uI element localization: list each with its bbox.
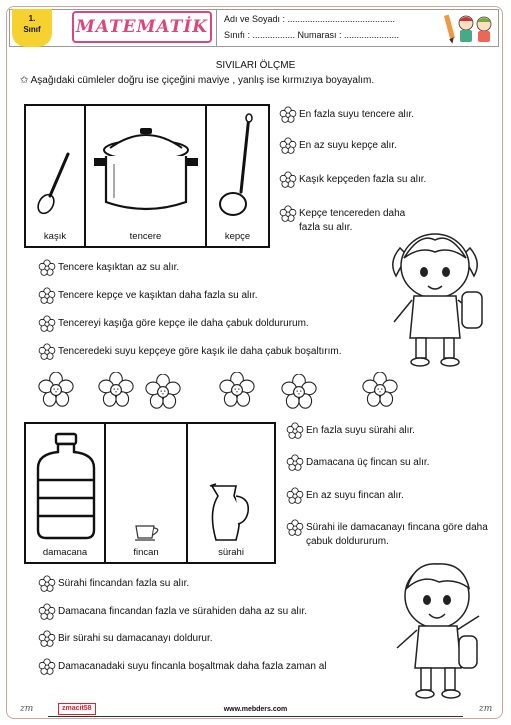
label-water-jug: damacana: [42, 547, 88, 558]
statement[interactable]: [38, 660, 398, 676]
worksheet-title: SIVILARI ÖLÇME: [215, 60, 296, 71]
instruction-text: Aşağıdaki cümleler doğru ise çiçeğini maviye , yanlış ise kırmızıya boyayalım.: [30, 75, 375, 86]
statement[interactable]: [38, 317, 378, 333]
statement[interactable]: [38, 345, 418, 361]
header-divider: [216, 9, 217, 47]
cell-spoon: [26, 106, 86, 246]
statement[interactable]: [286, 456, 496, 472]
containers-table: [24, 422, 276, 564]
subject-title: MATEMATİK: [72, 11, 212, 43]
spoon-icon: [34, 146, 78, 216]
flower-icon: [98, 372, 134, 408]
statement-text: En fazla suyu sürahi alır.: [306, 425, 415, 436]
flower-icon: [219, 372, 255, 408]
flower-icon[interactable]: [286, 454, 304, 472]
statement-text: Tenceredeki suyu kepçeye göre kaşık ile daha çabuk boşaltırım.: [58, 346, 342, 357]
statement-text: Kepçe tencereden daha fazla su alır.: [299, 208, 406, 233]
pot-icon: [90, 120, 202, 220]
flower-icon[interactable]: [279, 205, 297, 223]
flower-icon[interactable]: [38, 315, 56, 333]
kids-with-pencil-icon: [444, 11, 498, 45]
statement-text: Damacana üç fincan su alır.: [306, 457, 430, 468]
statement[interactable]: [286, 489, 496, 505]
cell-cup: [106, 424, 188, 562]
flower-icon[interactable]: [38, 343, 56, 361]
flower-icon: [281, 374, 317, 410]
grade-number: 1.: [28, 14, 36, 23]
flower-icon[interactable]: [38, 603, 56, 621]
boy-illustration: [385, 556, 495, 706]
flower-icon[interactable]: [38, 575, 56, 593]
zm-logo-right: zm: [479, 704, 493, 714]
kitchen-items-table: [24, 104, 270, 248]
flower-icon[interactable]: [286, 519, 304, 537]
flower-icon[interactable]: [286, 422, 304, 440]
ladle-icon: [213, 112, 261, 222]
website-link[interactable]: www.mebders.com: [223, 706, 288, 713]
statement-text: Damacanadaki suyu fincanla boşaltmak daha fazla zaman al: [58, 661, 327, 672]
zm-logo-left: zm: [20, 704, 34, 714]
label-ladle: kepçe: [224, 231, 251, 242]
star-icon: ✩: [20, 75, 29, 86]
flower-icon[interactable]: [38, 259, 56, 277]
statement[interactable]: [38, 632, 378, 648]
flower-icon[interactable]: [38, 630, 56, 648]
statement-text: En az suyu fincan alır.: [306, 490, 404, 501]
grade-word: Sınıf: [23, 25, 41, 34]
flower-icon: [38, 372, 74, 408]
water-jug-icon: [34, 432, 98, 542]
statement-text: Tencereyi kaşığa göre kepçe ile daha çabuk doldururum.: [58, 318, 309, 329]
flower-icon[interactable]: [38, 658, 56, 676]
cup-icon: [134, 524, 164, 542]
statement[interactable]: [279, 108, 491, 124]
statement[interactable]: [286, 521, 498, 549]
flower-icon[interactable]: [279, 106, 297, 124]
statement[interactable]: [286, 424, 496, 440]
statement-text: Tencere kepçe ve kaşıktan daha fazla su alır.: [58, 290, 258, 301]
statement-text: En fazla suyu tencere alır.: [299, 109, 415, 120]
flower-icon[interactable]: [279, 171, 297, 189]
label-pitcher: sürahi: [218, 547, 244, 558]
cell-pitcher: [188, 424, 274, 562]
statement-text: Sürahi fincandan fazla su alır.: [58, 578, 190, 589]
statement-text: Bir sürahi su damacanayı doldurur.: [58, 633, 213, 644]
flower-icon[interactable]: [38, 287, 56, 305]
statement-text: Kaşık kepçeden fazla su alır.: [299, 174, 427, 185]
flower-icon: [145, 374, 181, 410]
flower-icon: [362, 372, 398, 408]
statement[interactable]: [279, 139, 491, 155]
statement-text: Sürahi ile damacanayı fincana göre daha çabuk doldururum.: [306, 522, 488, 547]
flower-icon[interactable]: [286, 487, 304, 505]
statement[interactable]: [279, 173, 491, 189]
class-number-field[interactable]: Sınıfı : ................. Numarası : ......................: [224, 30, 400, 40]
cell-ladle: [207, 106, 268, 246]
instruction: [20, 75, 374, 86]
statement[interactable]: [38, 577, 378, 593]
flower-icon[interactable]: [279, 137, 297, 155]
statement[interactable]: [38, 605, 388, 621]
cell-water-jug: [26, 424, 106, 562]
cell-pot: [86, 106, 207, 246]
label-cup: fincan: [133, 547, 159, 558]
label-spoon: kaşık: [43, 231, 67, 242]
statement-text: En az suyu kepçe alır.: [299, 140, 397, 151]
statement-text: Tencere kaşıktan az su alır.: [58, 262, 180, 273]
pitcher-icon: [206, 482, 254, 544]
author-tag: zmacit58: [58, 703, 96, 715]
statement[interactable]: [38, 289, 378, 305]
footer-divider: [48, 716, 463, 717]
statement-text: Damacana fincandan fazla ve sürahiden daha az su alır.: [58, 606, 308, 617]
statement[interactable]: [38, 261, 378, 277]
label-pot: tencere: [129, 231, 162, 242]
name-field[interactable]: Adı ve Soyadı : ...........................................: [224, 14, 396, 24]
grade-badge: [12, 9, 52, 47]
